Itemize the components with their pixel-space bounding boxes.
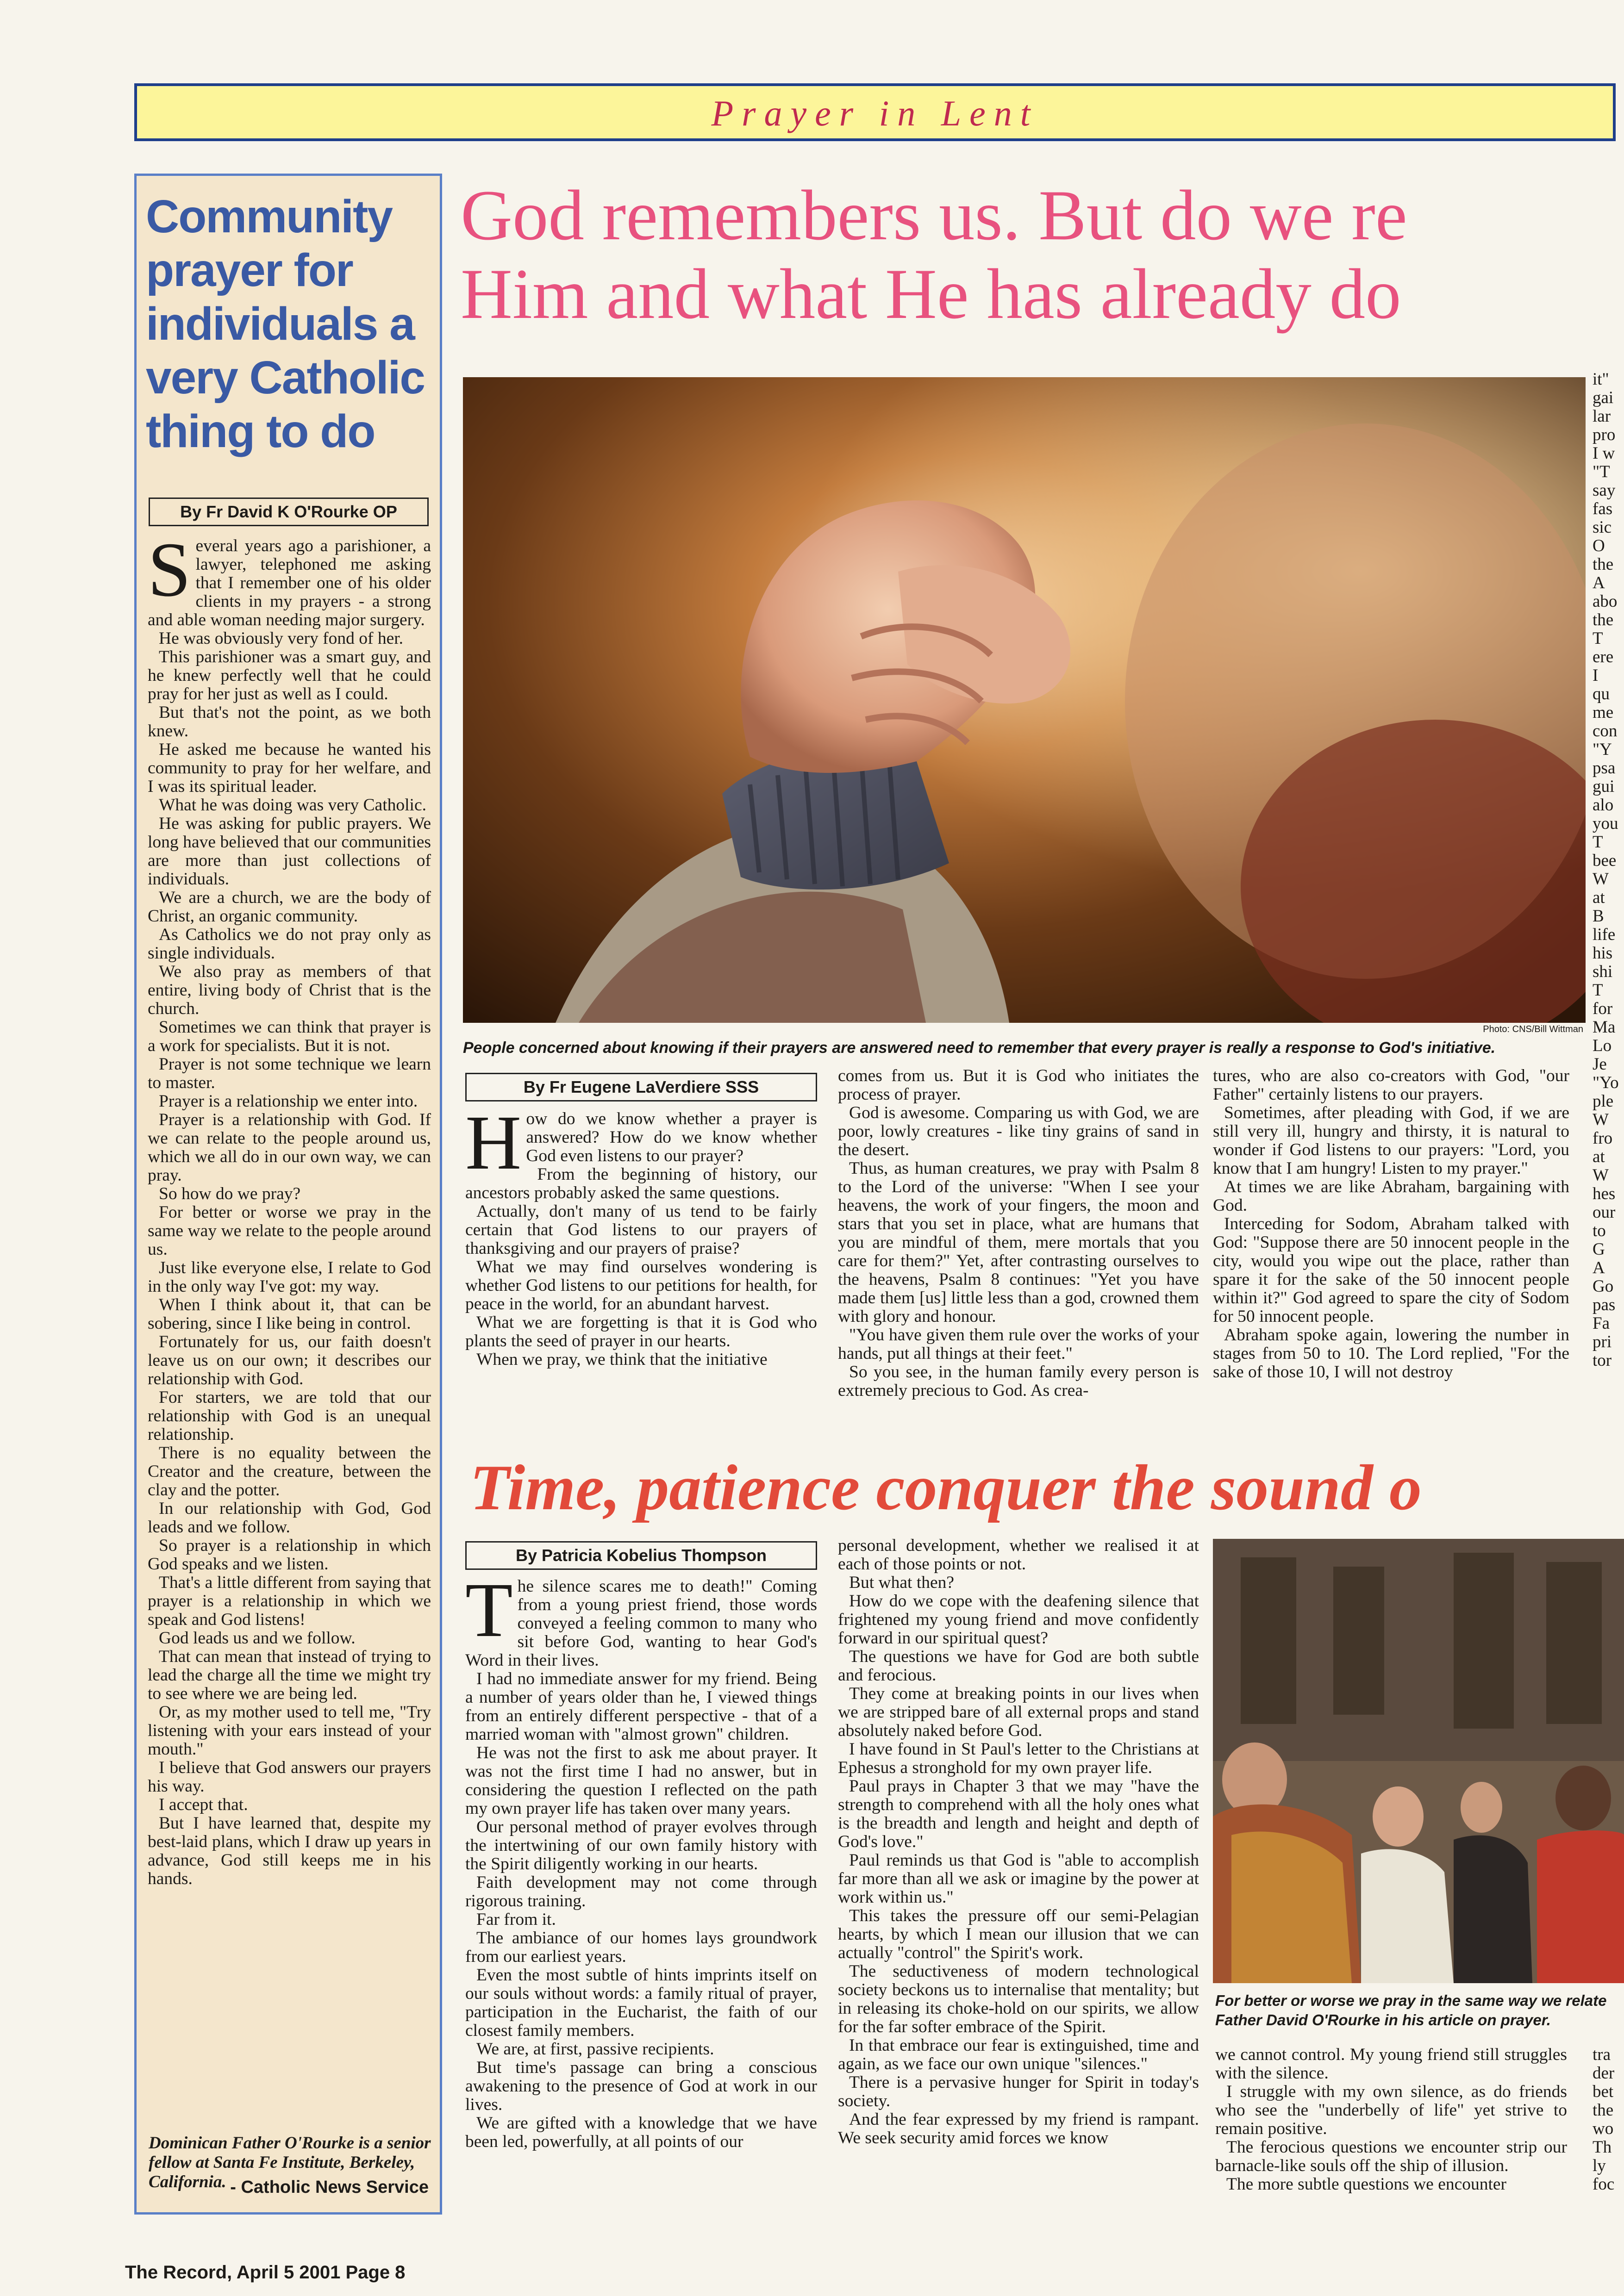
paragraph: But time's passage can bring a conscious awakening to the presence of God at work in our lives. — [465, 2058, 817, 2114]
paragraph: "You have given them rule over the works of your hands, put all things at their feet." — [838, 1325, 1199, 1363]
second-headline: Time, patience conquer the sound o — [470, 1453, 1422, 1523]
paragraph: In our relationship with God, God leads and we follow. — [148, 1499, 431, 1537]
text-fragment: ple — [1593, 1092, 1614, 1111]
dropcap: T — [465, 1577, 513, 1653]
article-column-3 — [1213, 1067, 1569, 1428]
text-fragment: W — [1593, 1110, 1609, 1129]
text-fragment: our — [1593, 1203, 1616, 1222]
paragraph: The ferocious questions we encounter strip our barnacle-like souls off the ship of illusion. — [1215, 2138, 1567, 2175]
text-fragment: wo — [1593, 2119, 1614, 2138]
paragraph: That's a little different from saying that prayer is a relationship in which we speak and God listens! — [148, 1573, 431, 1629]
paragraph: Just like everyone else, I relate to God in the only way I've got: my way. — [148, 1258, 431, 1296]
paragraph: He was obviously very fond of her. — [159, 629, 404, 648]
paragraph: What we may find ourselves wondering is whether God listens to our petitions for health, for peace in the world, for an abundant harvest. — [465, 1257, 817, 1313]
text-fragment: B — [1593, 907, 1604, 926]
article-column-2 — [838, 1067, 1199, 1428]
headline-line-1: God remembers us. But do we re — [461, 176, 1407, 255]
paragraph: This takes the pressure off our semi-Pelagian hearts, by which I mean our illusion that we can actually "control" the Spirit's work. — [838, 1906, 1199, 1962]
paragraph: Sometimes, after pleading with God, if we are still very ill, hungry and thirsty, it is natural to wonder if God listens to our prayers: "Lord, you know that I am hungry! Listen to my prayer." — [1213, 1103, 1569, 1178]
sidebar-headline: Community prayer for individuals a very Catholic thing to do — [146, 191, 425, 457]
paragraph: Or, as my mother used to tell me, "Try listening with your ears instead of your mouth." — [148, 1703, 431, 1759]
caption-line-1: For better or worse we pray in the same way we relate — [1215, 1992, 1607, 2009]
paragraph: Even the most subtle of hints imprints itself on our souls without words: a family ritual of prayer, participation in the Eucharist, the faith of our closest family members. — [465, 1966, 817, 2040]
text-fragment: hes — [1593, 1184, 1616, 1203]
article-column-1 — [465, 1577, 817, 2244]
sidebar-byline: By Fr David K O'Rourke OP — [149, 498, 429, 526]
text-fragment: W — [1593, 870, 1609, 889]
text-fragment: to — [1593, 1221, 1606, 1240]
group-illustration — [1213, 1539, 1624, 1983]
author-credit: Dominican Father O'Rourke is a senior fellow at Santa Fe Institute, Berkeley, California. — [149, 2134, 431, 2191]
text-fragment: say — [1593, 481, 1616, 500]
paragraph: So prayer is a relationship in which God speaks and we listen. — [148, 1536, 431, 1574]
article-column-1 — [465, 1110, 817, 1425]
text-fragment: G — [1593, 1240, 1605, 1259]
paragraph: For better or worse we pray in the same way we relate to the people around us. — [148, 1203, 431, 1259]
paragraph: Actually, don't many of us tend to be fairly certain that God listens to our prayers of thanksgiving and our prayers of praise? — [465, 1202, 817, 1258]
praying-hands-photo — [463, 377, 1586, 1023]
paragraph-list — [148, 537, 431, 1888]
paragraph: We are a church, we are the body of Christ, an organic community. — [148, 888, 431, 926]
text-fragment: con — [1593, 722, 1618, 740]
paragraph: At times we are like Abraham, bargaining with God. — [1213, 1177, 1569, 1215]
text-fragment: "T — [1593, 462, 1610, 481]
text-fragment: psa — [1593, 759, 1616, 778]
paragraph: For starters, we are told that our relationship with God is an unequal relationship. — [148, 1388, 431, 1444]
news-source: - Catholic News Service — [230, 2178, 429, 2197]
text-fragment: ere — [1593, 647, 1614, 666]
text-fragment: gai — [1593, 388, 1614, 407]
section-banner — [134, 83, 1616, 141]
text-fragment: "Yo — [1593, 1073, 1619, 1092]
text-fragment: Lo — [1593, 1036, 1612, 1055]
article-byline: By Patricia Kobelius Thompson — [465, 1541, 817, 1570]
paragraph: Thus, as human creatures, we pray with Psalm 8 to the Lord of the universe: "When I see your heavens, the work of your fingers, the moon and stars that you set in place, what are humans that you are mindful of them, mere mortals that you care for them?" Yet, after contrasting ourselves to the heavens, Psalm 8 continues: "Yet you have made them [us] little less than a god, crowned them with glory and honour. — [838, 1159, 1199, 1326]
text-fragment: I — [1593, 666, 1599, 685]
dropcap: S — [148, 537, 191, 613]
paragraph: ow do we know whether a prayer is answered? How do we know whether God even listens to our prayer? — [526, 1110, 817, 1165]
text-fragment: for — [1593, 999, 1613, 1018]
paragraph: I struggle with my own silence, as do friends who see the "underbelly of life" yet strive to remain positive. — [1215, 2082, 1567, 2138]
text-fragment: "Y — [1593, 740, 1612, 759]
paragraph: What we are forgetting is that it is God who plants the seed of prayer in our hearts. — [465, 1313, 817, 1350]
paragraph: He was asking for public prayers. We long have believed that our communities are more than just collections of individuals. — [148, 814, 431, 889]
text-fragment: W — [1593, 1166, 1609, 1185]
text-fragment: A — [1593, 1258, 1605, 1277]
text-fragment: tor — [1593, 1351, 1612, 1370]
paragraph: Prayer is a relationship with God. If we can relate to the people around us, which we all do in our own way, we can pray. — [148, 1110, 431, 1185]
paragraph: he silence scares me to death!" Coming from a young priest friend, those words conveyed a feeling common to many who sit before God, wanting to hear God's Word in their lives. — [465, 1577, 817, 1670]
paragraph: Sometimes we can think that prayer is a work for specialists. But it is not. — [148, 1018, 431, 1055]
text-fragment: Ma — [1593, 1018, 1616, 1037]
paragraph: We are, at first, passive recipients. — [476, 2040, 714, 2059]
paragraph: There is a pervasive hunger for Spirit in today's society. — [838, 2073, 1199, 2110]
photo-caption — [1215, 1991, 1624, 2033]
paragraph: everal years ago a parishioner, a lawyer, telephoned me asking that I remember one of his older clients in my prayers - a strong and able woman needing major surgery. — [148, 537, 431, 629]
paragraph: The seductiveness of modern technological society beckons us to internalise that mentality; but in releasing its choke-hold on our spirits, we allow for the far softer embrace of the Spirit. — [838, 1962, 1199, 2036]
text-fragment: the — [1593, 2101, 1614, 2120]
text-fragment: gui — [1593, 777, 1615, 796]
paragraph: We are gifted with a knowledge that we have been led, powerfully, at all points of our — [465, 2114, 817, 2151]
hands-illustration — [463, 377, 1586, 1023]
text-fragment: O — [1593, 536, 1605, 555]
paragraph: But that's not the point, as we both knew. — [148, 703, 431, 740]
text-fragment: sic — [1593, 518, 1612, 537]
page-footer: The Record, April 5 2001 Page 8 — [125, 2262, 406, 2283]
text-fragment: Th — [1593, 2138, 1612, 2157]
paragraph: But I have learned that, despite my best-laid plans, which I draw up years in advance, God still keeps me in his hands. — [148, 1814, 431, 1888]
paragraph: Abraham spoke again, lowering the number in stages from 50 to 10. The Lord replied, "For the sake of those 10, I will not destroy — [1213, 1325, 1569, 1381]
paragraph: So you see, in the human family every person is extremely precious to God. As crea- — [838, 1363, 1199, 1400]
text-fragment: the — [1593, 610, 1614, 629]
sidebar-body — [148, 537, 431, 2138]
text-fragment: qu — [1593, 684, 1610, 703]
paragraph-list — [465, 1577, 817, 2151]
text-fragment: alo — [1593, 796, 1614, 815]
text-fragment: shi — [1593, 962, 1613, 981]
text-fragment: me — [1593, 703, 1614, 722]
paragraph: Interceding for Sodom, Abraham talked with God: "Suppose there are 50 innocent people in the city, would you wipe out the place, rather than spare it for the sake of the 50 innocent people within it?" God agreed to spare the city of Sodom for 50 innocent people. — [1213, 1214, 1569, 1326]
paragraph: Prayer is a relationship we enter into. — [159, 1092, 418, 1111]
paragraph: As Catholics we do not pray only as single individuals. — [148, 925, 431, 963]
paragraph: Prayer is not some technique we learn to master. — [148, 1055, 431, 1092]
text-fragment: I w — [1593, 444, 1615, 463]
text-fragment: it" — [1593, 370, 1609, 389]
paragraph: And the fear expressed by my friend is rampant. We seek security amid forces we know — [838, 2110, 1199, 2147]
text-fragment: pri — [1593, 1332, 1612, 1351]
text-fragment: the — [1593, 555, 1614, 574]
text-fragment: life — [1593, 925, 1616, 944]
paragraph: When we pray, we think that the initiative — [476, 1350, 768, 1369]
paragraph: I accept that. — [159, 1795, 248, 1814]
text-fragment: T — [1593, 833, 1603, 852]
text-fragment: ly — [1593, 2156, 1606, 2175]
text-fragment: fro — [1593, 1129, 1613, 1148]
text-fragment: you — [1593, 814, 1618, 833]
text-fragment: fas — [1593, 499, 1613, 518]
paragraph: So how do we pray? — [159, 1184, 301, 1203]
paragraph: Faith development may not come through rigorous training. — [465, 1873, 817, 1910]
paragraph: When I think about it, that can be sobering, since I like being in control. — [148, 1295, 431, 1333]
text-fragment: foc — [1593, 2175, 1615, 2194]
article-byline: By Fr Eugene LaVerdiere SSS — [465, 1073, 817, 1101]
paragraph: In that embrace our fear is extinguished, time and again, as we face our own unique "silences." — [838, 2036, 1199, 2073]
dropcap: H — [465, 1110, 522, 1186]
main-headline — [461, 176, 1624, 352]
truncated-column — [1593, 370, 1624, 1425]
text-fragment: Je — [1593, 1055, 1607, 1074]
paragraph: we cannot control. My young friend still struggles with the silence. — [1215, 2046, 1567, 2083]
text-fragment: Fa — [1593, 1314, 1610, 1333]
text-fragment: pas — [1593, 1295, 1616, 1314]
text-fragment: at — [1593, 1147, 1605, 1166]
paragraph: Paul prays in Chapter 3 that we may "have the strength to comprehend with all the holy ones what is the breadth and length and height and depth of God's love." — [838, 1777, 1199, 1851]
paragraph: From the beginning of history, our ancestors probably asked the same questions. — [465, 1165, 817, 1202]
article-column-3 — [1215, 2046, 1567, 2245]
paragraph: That can mean that instead of trying to lead the charge all the time we might try to see where we are being led. — [148, 1647, 431, 1703]
paragraph: But what then? — [849, 1573, 955, 1592]
paragraph: I believe that God answers our prayers his way. — [148, 1758, 431, 1796]
truncated-column — [1593, 2046, 1624, 2240]
article-column-2 — [838, 1537, 1199, 2245]
text-fragment: bee — [1593, 851, 1617, 870]
text-fragment: T — [1593, 629, 1603, 648]
paragraph: He asked me because he wanted his community to pray for her welfare, and I was its spiritual leader. — [148, 740, 431, 796]
paragraph: God is awesome. Comparing us with God, we are poor, lowly creatures - like tiny grains of sand in the desert. — [838, 1103, 1199, 1159]
paragraph: personal development, whether we realised it at each of those points or not. — [838, 1537, 1199, 1574]
caption-line-2: Father David O'Rourke in his article on prayer. — [1215, 2011, 1551, 2028]
paragraph: I had no immediate answer for my friend. Being a number of years older than he, I viewed things from an entirely different perspective - that of a married woman with "almost grown" children. — [465, 1669, 817, 1744]
text-fragment: tra — [1593, 2046, 1611, 2064]
paragraph: Far from it. — [476, 1910, 556, 1929]
paragraph: We also pray as members of that entire, living body of Christ that is the church. — [148, 962, 431, 1018]
sidebar-article — [134, 174, 442, 2215]
group-prayer-photo — [1213, 1539, 1624, 1983]
paragraph: tures, who are also co-creators with God, "our Father" certainly listens to our prayers. — [1213, 1067, 1569, 1104]
text-fragment: pro — [1593, 425, 1616, 444]
text-fragment: T — [1593, 981, 1603, 1000]
paragraph: comes from us. But it is God who initiates the process of prayer. — [838, 1067, 1199, 1104]
text-fragment: his — [1593, 944, 1613, 963]
paragraph: Paul reminds us that God is "able to accomplish far more than all we ask or imagine by the power at work within us." — [838, 1851, 1199, 1907]
paragraph: There is no equality between the Creator and the creature, between the clay and the potter. — [148, 1444, 431, 1500]
headline-line-2: Him and what He has already do — [461, 254, 1401, 334]
paragraph: He was not the first to ask me about prayer. It was not the first time I had no answer, but in considering the question I reflected on the path my own prayer life has taken over many years. — [465, 1743, 817, 1818]
photo-credit: Photo: CNS/Bill Wittman — [1483, 1024, 1583, 1034]
photo-caption: People concerned about knowing if their prayers are answered need to remember that every prayer is really a response to God's initiative. — [463, 1039, 1496, 1057]
paragraph: The more subtle questions we encounter — [1226, 2175, 1507, 2194]
paragraph: I have found in St Paul's letter to the Christians at Ephesus a stronghold for my own prayer life. — [838, 1740, 1199, 1777]
text-fragment: at — [1593, 888, 1605, 907]
paragraph: Our personal method of prayer evolves through the intertwining of our own family history with the Spirit diligently working in our hearts. — [465, 1817, 817, 1873]
paragraph: They come at breaking points in our lives when we are stripped bare of all external props and stand absolutely naked before God. — [838, 1684, 1199, 1740]
section-title: Prayer in Lent — [711, 93, 1039, 133]
paragraph: God leads us and we follow. — [159, 1629, 356, 1648]
text-fragment: bet — [1593, 2082, 1614, 2101]
paragraph: Fortunately for us, our faith doesn't leave us on our own; it describes our relationship with God. — [148, 1332, 431, 1388]
text-fragment: lar — [1593, 407, 1611, 426]
text-fragment: abo — [1593, 592, 1618, 611]
paragraph: The questions we have for God are both subtle and ferocious. — [838, 1647, 1199, 1685]
text-fragment: A — [1593, 573, 1605, 592]
paragraph: The ambiance of our homes lays groundwork from our earliest years. — [465, 1929, 817, 1966]
paragraph: This parishioner was a smart guy, and he knew perfectly well that he could pray for her just as well as I could. — [148, 647, 431, 703]
text-fragment: Go — [1593, 1277, 1614, 1296]
paragraph: What he was doing was very Catholic. — [159, 796, 426, 815]
text-fragment: der — [1593, 2064, 1615, 2083]
paragraph: How do we cope with the deafening silence that frightened my young friend and move confidently forward in our spiritual quest? — [838, 1592, 1199, 1648]
